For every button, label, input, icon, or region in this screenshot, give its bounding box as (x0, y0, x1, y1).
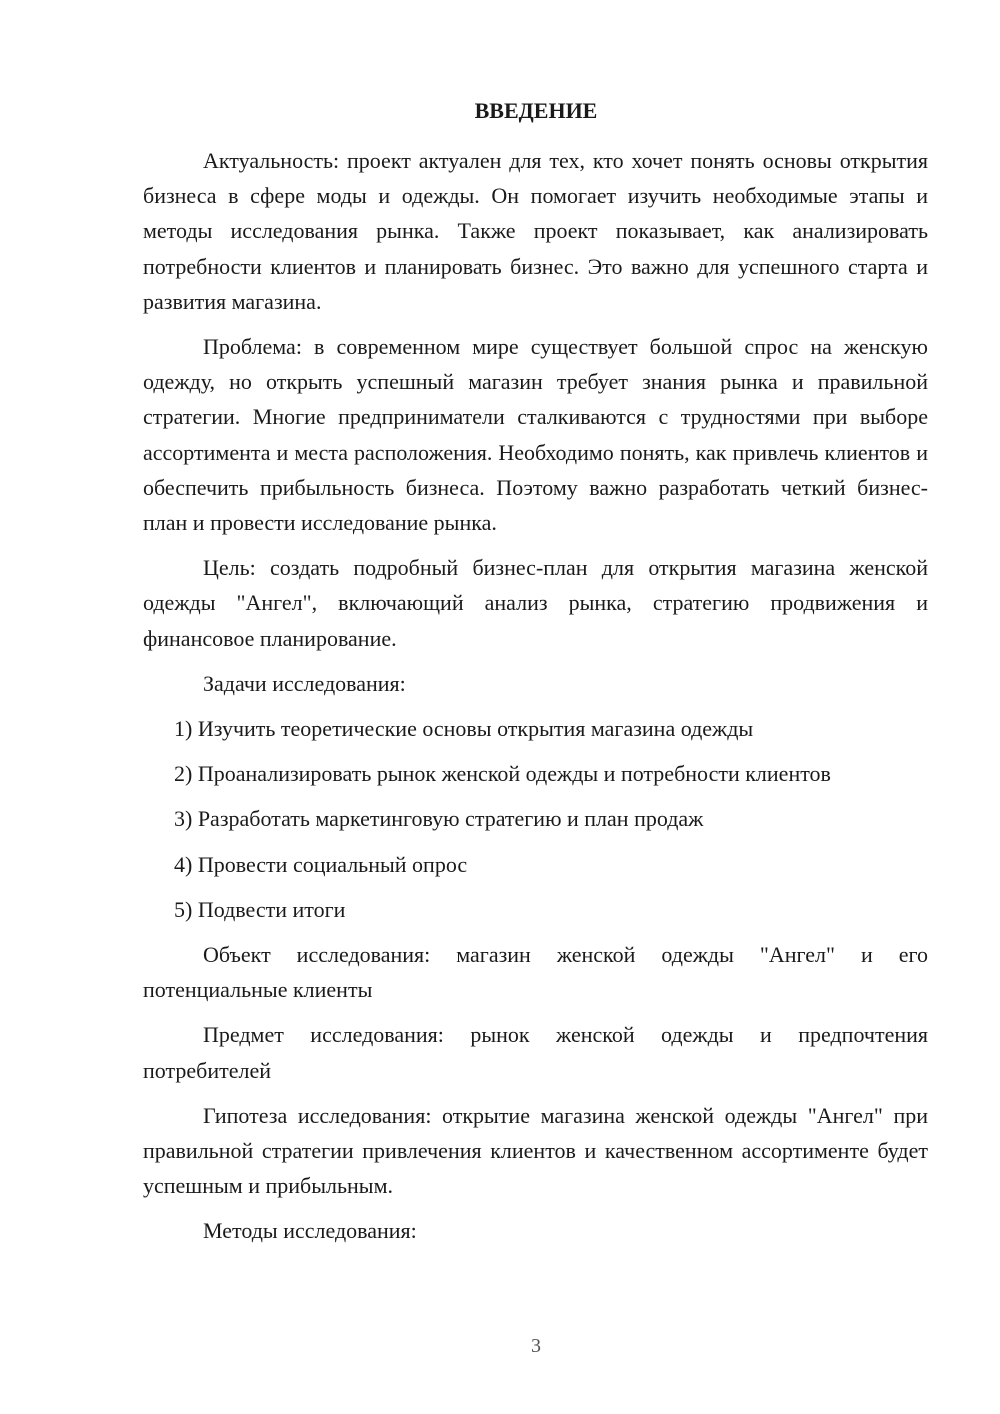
task-item: 3) Разработать маркетинговую стратегию и план продаж (174, 806, 704, 832)
goal-paragraph: Цель: создать подробный бизнес-план для открытия магазина женской одежды "Ангел", включающий анализ рынка, стратегию продвижения и финансовое планирование. (143, 555, 928, 651)
relevance-paragraph: Актуальность: проект актуален для тех, кто хочет понять основы открытия бизнеса в сфере моды и одежды. Он помогает изучить необходимые этапы и методы исследования рынка. Также проект показывает, как анализировать потребности клиентов и планировать бизнес. Это важно для успешного старта и развития магазина. (143, 148, 928, 314)
tasks-list (143, 711, 928, 927)
object-paragraph: Объект исследования: магазин женской одежды "Ангел" и его потенциальные клиенты (143, 942, 928, 1003)
task-item: 5) Подвести итоги (174, 896, 346, 922)
page-number: 3 (531, 1335, 541, 1357)
document-body (143, 143, 928, 1259)
hypothesis-paragraph: Гипотеза исследования: открытие магазина женской одежды "Ангел" при правильной стратегии привлечения клиентов и качественном ассортименте будет успешным и прибыльным. (143, 1102, 928, 1199)
subject-paragraph: Предмет исследования: рынок женской одежды и предпочтения потребителей (143, 1022, 928, 1083)
problem-paragraph: Проблема: в современном мире существует большой спрос на женскую одежду, но открыть успешный магазин требует знания рынка и правильной стратегии. Многие предприниматели сталкиваются с трудностями при выборе ассортимента и места расположения. Необходимо понять, как привлечь клиентов и обеспечить прибыльность бизнеса. Поэтому важно разработать четкий бизнес-план и провести исследование рынка. (143, 334, 928, 536)
tasks-heading: Задачи исследования: (203, 670, 406, 696)
page-title: ВВЕДЕНИЕ (474, 98, 598, 123)
methods-heading: Методы исследования: (203, 1218, 417, 1244)
task-item: 2) Проанализировать рынок женской одежды и потребности клиентов (174, 761, 831, 787)
task-item: 1) Изучить теоретические основы открытия магазина одежды (174, 716, 754, 742)
task-item: 4) Провести социальный опрос (174, 851, 468, 877)
